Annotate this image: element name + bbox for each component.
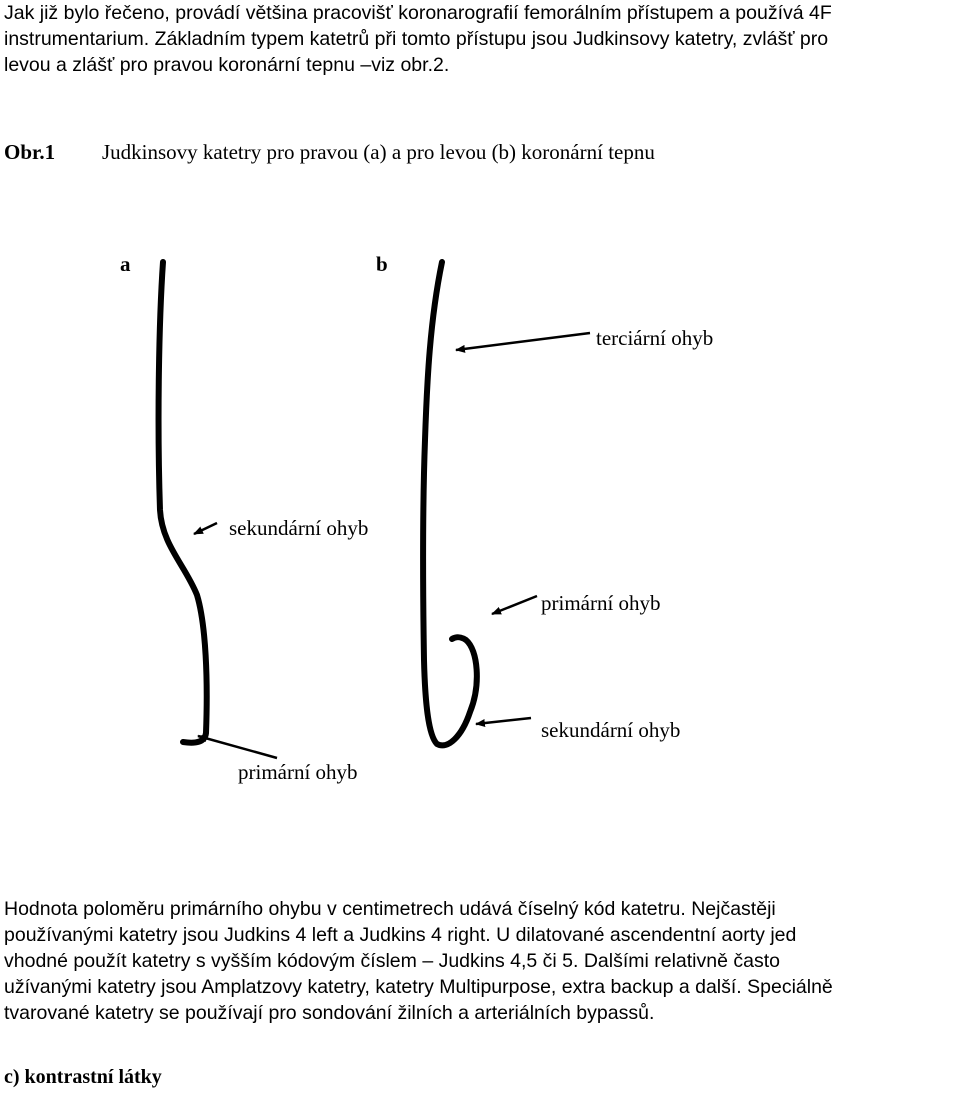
figure-caption-text: Judkinsovy katetry pro pravou (a) a pro levou (b) koronární tepnu: [102, 140, 655, 164]
section-heading: c) kontrastní látky: [4, 1066, 162, 1088]
catheter-a: [159, 262, 207, 743]
body-line-2: používanými katetry jsou Judkins 4 left a Judkins 4 right. U dilatované ascendentní aorty jed: [4, 924, 797, 946]
arrow-sekundarni-a: [194, 523, 217, 534]
intro-line-1: Jak již bylo řečeno, provádí většina pracovišť koronarografií femorálním přístupem a používá 4F: [4, 2, 832, 24]
intro-line-3: levou a zlášť pro pravou koronární tepnu –viz obr.2.: [4, 54, 450, 76]
annotation-sekundarni-ohyb-a: sekundární ohyb: [229, 516, 369, 540]
label-a: a: [120, 252, 131, 276]
annotation-terciarni-ohyb: terciární ohyb: [596, 326, 714, 350]
intro-line-2: instrumentarium. Základním typem katetrů při tomto přístupu jsou Judkinsovy katetry, zvlášť pro: [4, 28, 829, 50]
body-line-3: vhodné použít katetry s vyšším kódovým číslem – Judkins 4,5 či 5. Dalšími relativně často: [4, 950, 780, 972]
arrow-terciarni: [456, 333, 590, 350]
label-b: b: [376, 252, 388, 276]
figure-caption-label: Obr.1: [4, 140, 56, 164]
annotation-primarni-ohyb-b: primární ohyb: [541, 591, 661, 615]
annotation-sekundarni-ohyb-b: sekundární ohyb: [541, 718, 681, 742]
arrow-primarni-b: [492, 596, 537, 614]
arrow-primarni-a: [198, 736, 277, 758]
catheter-b: [423, 262, 477, 745]
body-line-4: užívanými katetry jsou Amplatzovy katetry, katetry Multipurpose, extra backup a další. Speciálně: [4, 976, 833, 998]
arrow-sekundarni-b: [476, 718, 531, 724]
body-paragraph: [4, 896, 956, 1026]
body-line-5: tvarované katetry se používají pro sondování žilních a arteriálních bypassů.: [4, 1002, 655, 1024]
annotation-primarni-ohyb-a: primární ohyb: [238, 760, 358, 784]
body-line-1: Hodnota poloměru primárního ohybu v centimetrech udává číselný kód katetru. Nejčastěji: [4, 898, 776, 920]
